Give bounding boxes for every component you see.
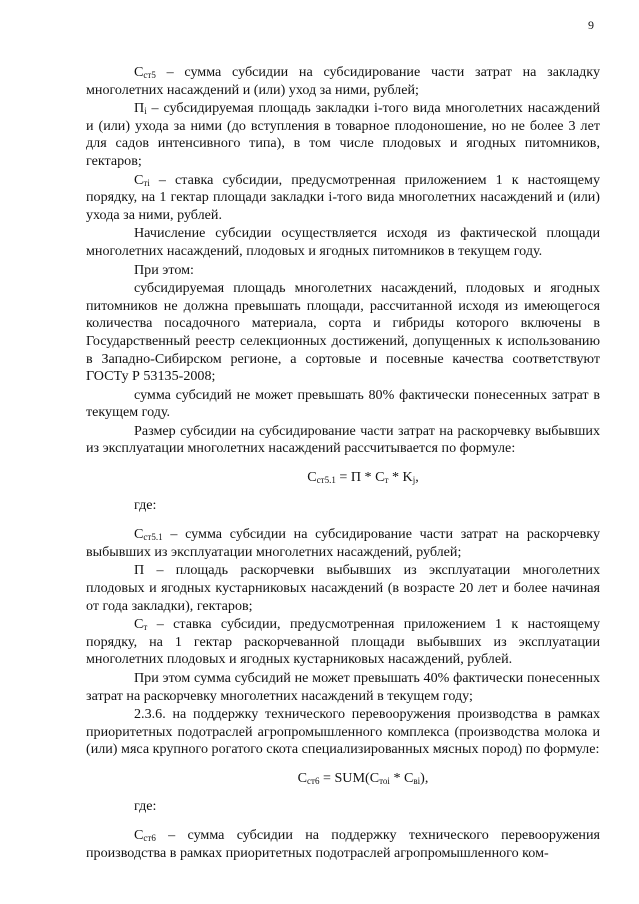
paragraph-subsidized-area: субсидируемая площадь многолетних насаждений, плодовых и ягодных питомников не должна превышать площади, рассчитанной исходя из имеющегося количества посадочного материала, сорта и гибриды которого включены в Государственный реестр селекционных достижений, допущенных к использованию в Западно-Сибирском регионе, а сортовые и посевные качества соответствуют ГОСТу Р 53135-2008; [86,280,600,385]
where-label-2: где: [134,797,157,814]
page-number: 9 [588,18,594,32]
definition-c-t: $С_т$ – ставка субсидии, предусмотренная приложением 1 к настоящему порядку, на 1 гектар раскорчеванной площади выбывших из эксплуатации многолетних плодовых и ягодных кустарниковых насаждений, рублей. [86,616,600,668]
paragraph-uprooting-size: Размер субсидии на субсидирование части затрат на раскорчевку выбывших из эксплуатации многолетних насаждений рассчитывается по формуле: [86,422,600,457]
document-body [86,64,600,863]
paragraph-whereas: При этом: [134,261,194,278]
definition-c-st6: $С_{ст6}$ – сумма субсидии на поддержку технического перевооружения производства в рамках приоритетных подотраслей агропромышленного ком- [86,827,600,861]
paragraph-2-3-6: 2.3.6. на поддержку технического перевооружения производства в рамках приоритетных подотраслей агропромышленного комплекса (производства молока и (или) мяса крупного рогатого скота специализированных мясных пород) по формуле: [86,706,600,758]
paragraph-limit-40: При этом сумма субсидий не может превышать 40% фактически понесенных затрат на раскорчевку многолетних насаждений в текущем году; [86,670,600,704]
definition-c-ti: $С_{тi}$ – ставка субсидии, предусмотренная приложением 1 к настоящему порядку, на 1 гектар площади закладки i-того вида многолетних насаждений и (или) ухода за ними, рублей. [86,171,600,223]
definition-p-i: $П_i$ – субсидируемая площадь закладки i-того вида многолетних насаждений и (или) ухода за ними (до вступления в товарное плодоношение, но не более 3 лет для садов интенсивного типа), в том числе плодовых и ягодных питомников, гектаров; [86,100,600,169]
formula-c-st6: $С_{ст6} = SUM(С_{тоi} * С_{вi})$, [297,769,429,786]
where-label-1: где: [134,496,157,513]
paragraph-accrual: Начисление субсидии осуществляется исходя из фактической площади многолетних насаждений, плодовых и ягодных питомников в текущем году. [86,225,600,259]
definition-c-st5-1: $С_{ст5.1}$ – сумма субсидии на субсидирование части затрат на раскорчевку выбывших из эксплуатации многолетних насаждений, рублей; [86,526,600,560]
paragraph-limit-80: сумма субсидий не может превышать 80% фактически понесенных затрат в текущем году. [86,386,600,421]
definition-c-st5: $С_{ст5}$ – сумма субсидии на субсидирование части затрат на закладку многолетних насаждений и (или) уход за ними, рублей; [86,64,600,98]
formula-c-st5-1: $С_{ст5.1} = П * С_т * K_j$, [307,469,419,486]
definition-p: П – площадь раскорчевки выбывших из эксплуатации многолетних плодовых и ягодных кустарниковых насаждений (в возрасте 20 лет и более начиная от года закладки), гектаров; [86,562,600,614]
